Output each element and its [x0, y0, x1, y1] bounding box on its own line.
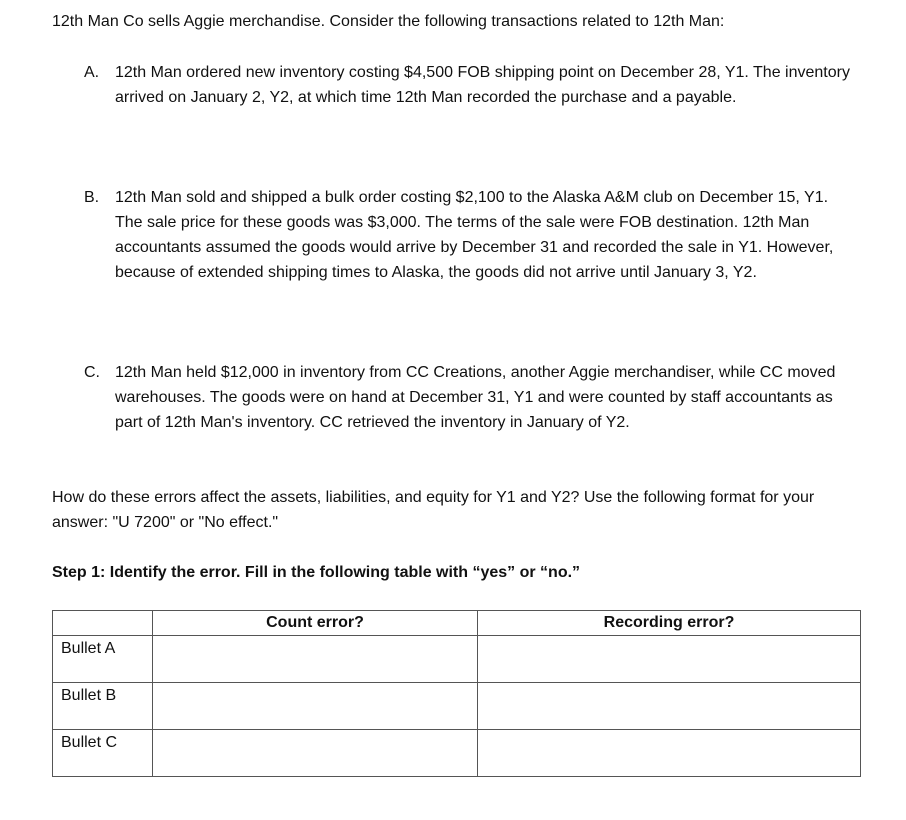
item-letter: B.: [84, 189, 100, 206]
error-table: [52, 610, 861, 777]
recording-error-cell[interactable]: [478, 683, 861, 730]
transaction-item-b: [84, 185, 854, 285]
step-heading: Step 1: Identify the error. Fill in the following table with “yes” or “no.”: [52, 564, 581, 581]
item-letter: A.: [84, 64, 100, 81]
item-text: 12th Man held $12,000 in inventory from CC Creations, another Aggie merchandiser, while CC moved warehouses. The goods were on hand at December 31, Y1 and were counted by staff accountants as part of 12th Man's inventory. CC retrieved the inventory in January of Y2.: [115, 364, 836, 431]
item-text: 12th Man sold and shipped a bulk order costing $2,100 to the Alaska A&M club on December 15, Y1. The sale price for these goods was $3,000. The terms of the sale were FOB destination. 12th Man accountants assumed the goods would arrive by December 31 and recorded the sale in Y1. However, because of extended shipping times to Alaska, the goods did not arrive until January 3, Y2.: [115, 189, 834, 281]
table-header-row: [53, 611, 861, 636]
count-error-cell[interactable]: [153, 636, 478, 683]
intro-paragraph: 12th Man Co sells Aggie merchandise. Consider the following transactions related to 12th Man:: [52, 13, 725, 30]
count-error-cell[interactable]: [153, 683, 478, 730]
table-row: [53, 636, 861, 683]
question-paragraph: How do these errors affect the assets, liabilities, and equity for Y1 and Y2? Use the following format for your answer: "U 7200" or "No effect.": [52, 489, 815, 531]
header-count-error: Count error?: [153, 611, 478, 636]
count-error-cell[interactable]: [153, 730, 478, 777]
transaction-item-a: [84, 60, 854, 110]
row-label: Bullet C: [53, 730, 153, 777]
recording-error-cell[interactable]: [478, 730, 861, 777]
header-blank: [53, 611, 153, 636]
transaction-item-c: [84, 360, 854, 435]
row-label: Bullet A: [53, 636, 153, 683]
recording-error-cell[interactable]: [478, 636, 861, 683]
item-text: 12th Man ordered new inventory costing $4,500 FOB shipping point on December 28, Y1. The inventory arrived on January 2, Y2, at which time 12th Man recorded the purchase and a payable.: [115, 64, 850, 106]
header-recording-error: Recording error?: [478, 611, 861, 636]
row-label: Bullet B: [53, 683, 153, 730]
table-row: [53, 730, 861, 777]
table-row: [53, 683, 861, 730]
item-letter: C.: [84, 364, 100, 381]
